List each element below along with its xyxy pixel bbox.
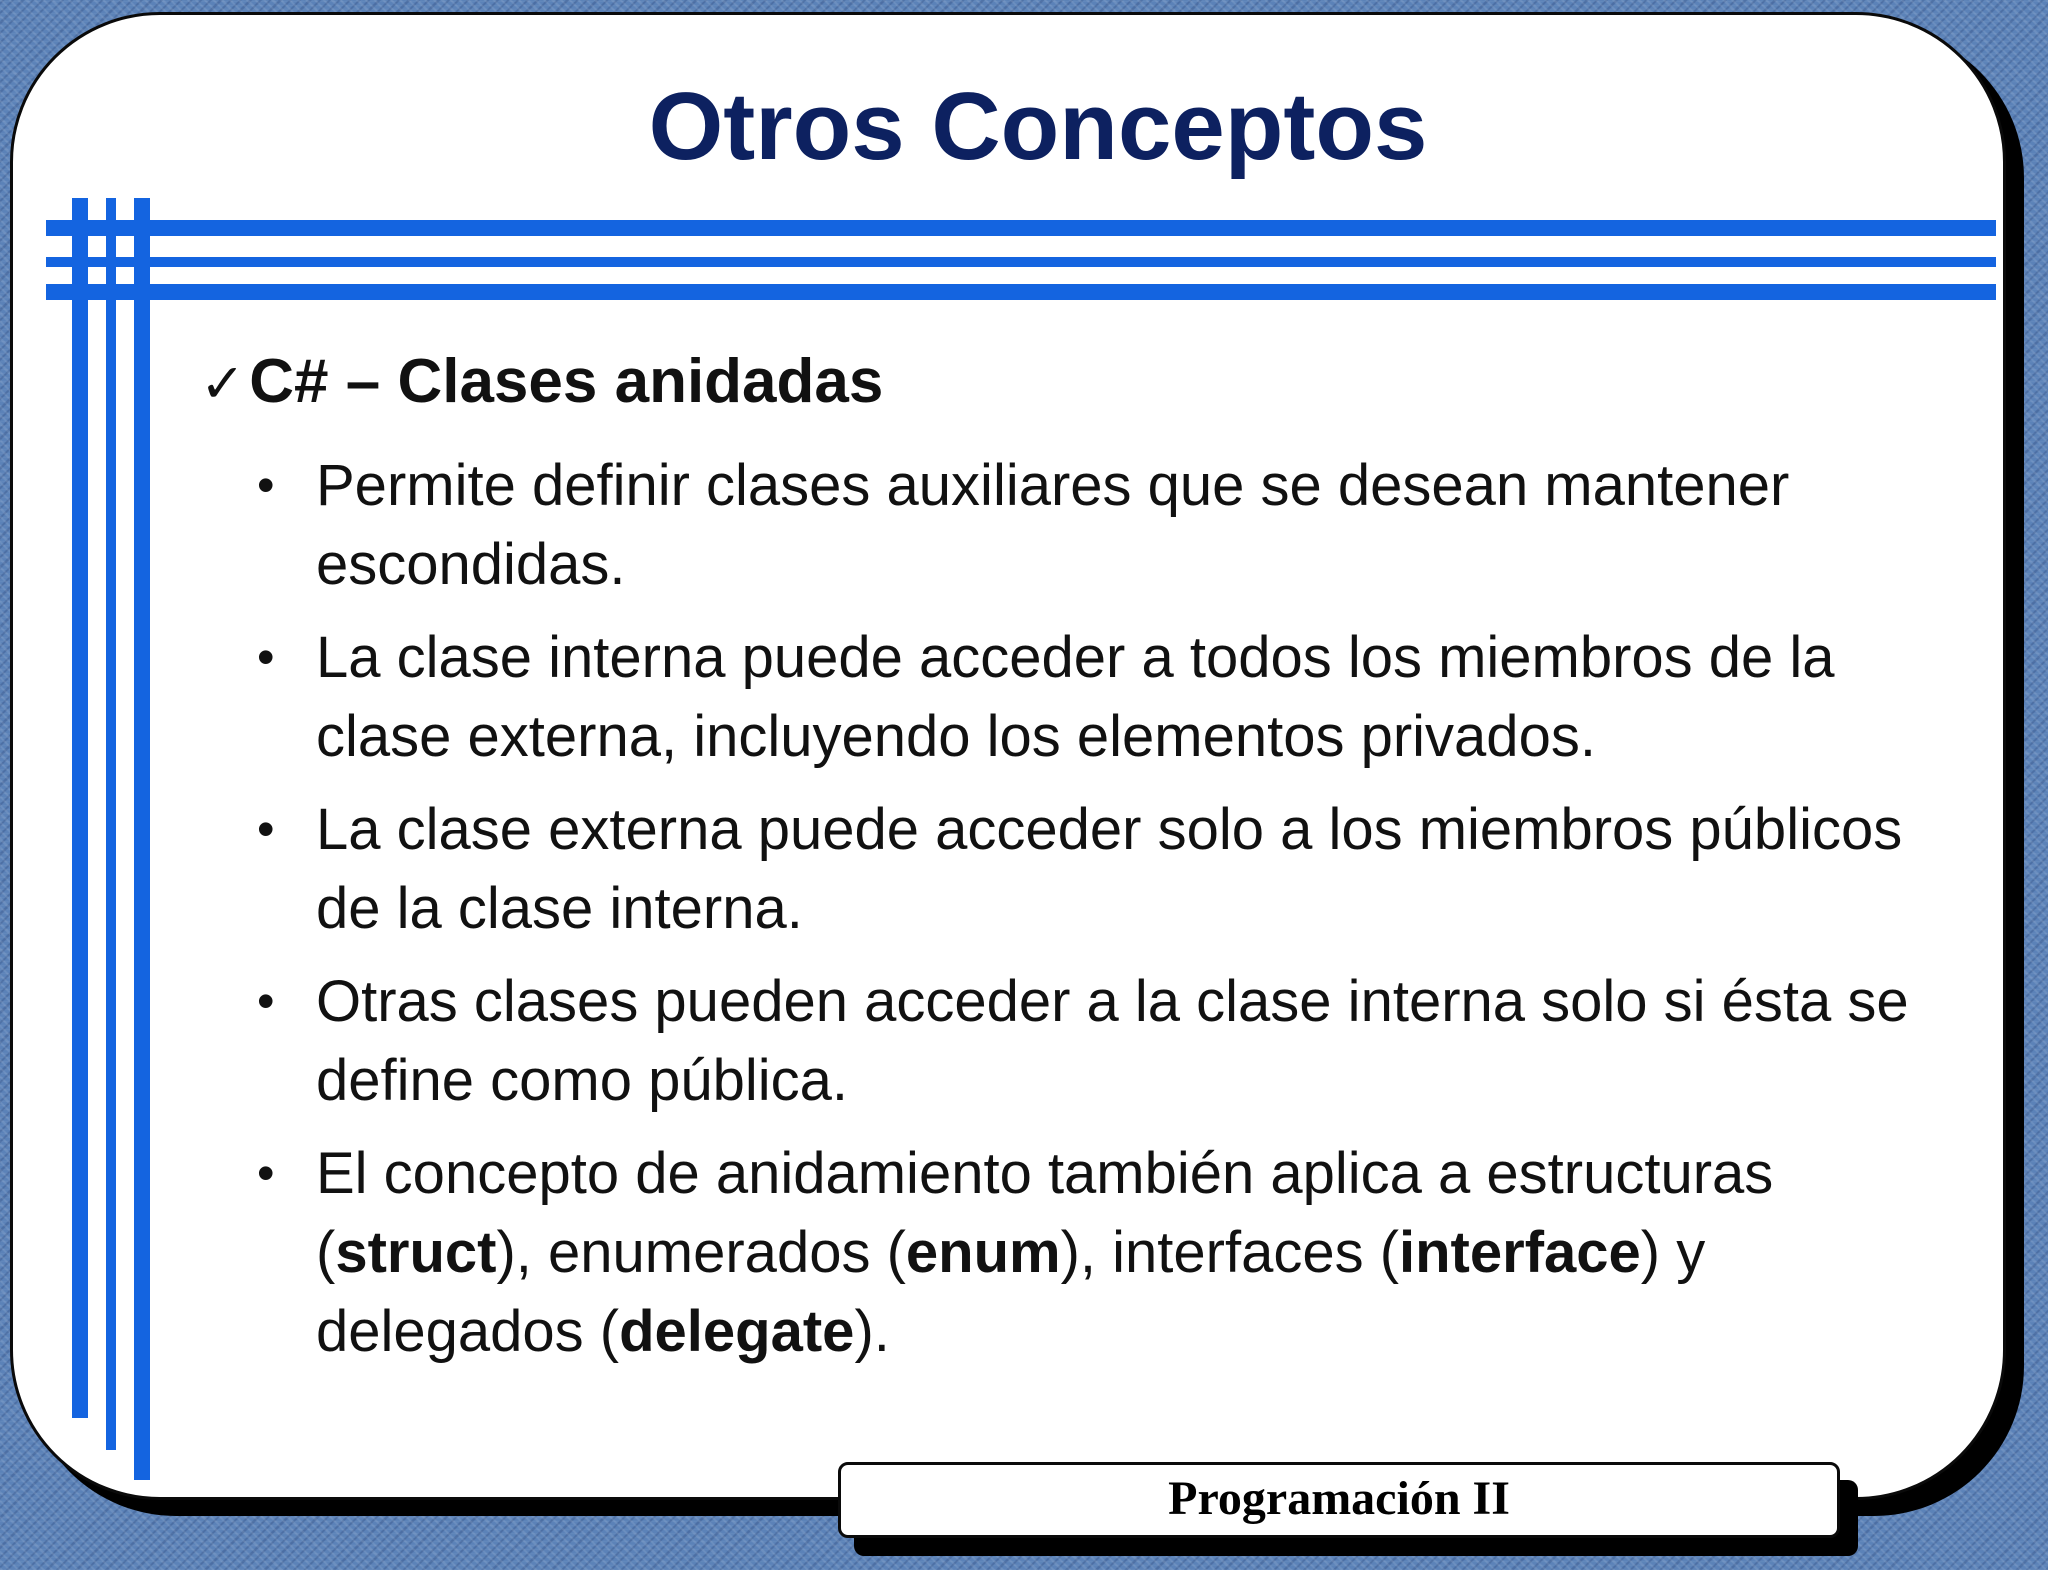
bullet-text: Permite definir clases auxiliares que se desean mantener escondidas.	[316, 453, 1790, 597]
bullet-text: El concepto de anidamiento también aplica a estructuras (	[316, 1141, 1774, 1285]
bullet-keyword: struct	[335, 1220, 497, 1285]
bullet-keyword: interface	[1399, 1220, 1641, 1285]
left-vertical-bar-3	[134, 198, 150, 1480]
bullet-item	[200, 962, 1980, 1120]
footer-label: Programación II	[838, 1462, 1840, 1538]
bullet-item	[200, 618, 1980, 776]
bullet-item	[200, 1134, 1980, 1371]
title-underline-bar-3	[46, 284, 1996, 300]
bullet-text: La clase externa puede acceder solo a los miembros públicos de la clase interna.	[316, 797, 1903, 941]
title-underline-bar-2	[46, 257, 1996, 267]
slide-title: Otros Conceptos	[648, 73, 1428, 180]
bullet-item	[200, 446, 1980, 604]
checkmark-icon: ✓	[200, 352, 246, 415]
bullet-text: ).	[854, 1299, 890, 1364]
bullet-keyword: enum	[905, 1220, 1061, 1285]
bullet-item	[200, 790, 1980, 948]
bullet-dot-icon: •	[257, 973, 275, 1029]
bullet-text: Otras clases pueden acceder a la clase interna solo si ésta se define como pública.	[316, 969, 1909, 1113]
bullet-text: ), enumerados (	[496, 1220, 906, 1285]
bullet-text: ), interfaces (	[1060, 1220, 1400, 1285]
bullet-dot-icon: •	[257, 457, 275, 513]
section-heading-text: C# – Clases anidadas	[249, 347, 884, 416]
bullet-text: La clase interna puede acceder a todos los miembros de la clase externa, incluyendo los elementos privados.	[316, 625, 1835, 769]
left-vertical-bar-1	[72, 198, 88, 1418]
title-underline-bar-1	[46, 220, 1996, 236]
bullet-dot-icon: •	[257, 629, 275, 685]
slide-content	[200, 342, 1980, 1385]
bullet-keyword: delegate	[619, 1299, 855, 1364]
left-vertical-bar-2	[106, 198, 116, 1450]
section-heading	[200, 342, 1980, 424]
bullet-dot-icon: •	[257, 1145, 275, 1201]
bullet-dot-icon: •	[257, 801, 275, 857]
bullet-list	[200, 446, 1980, 1371]
bullet-text: ) y delegados (	[316, 1220, 1706, 1364]
